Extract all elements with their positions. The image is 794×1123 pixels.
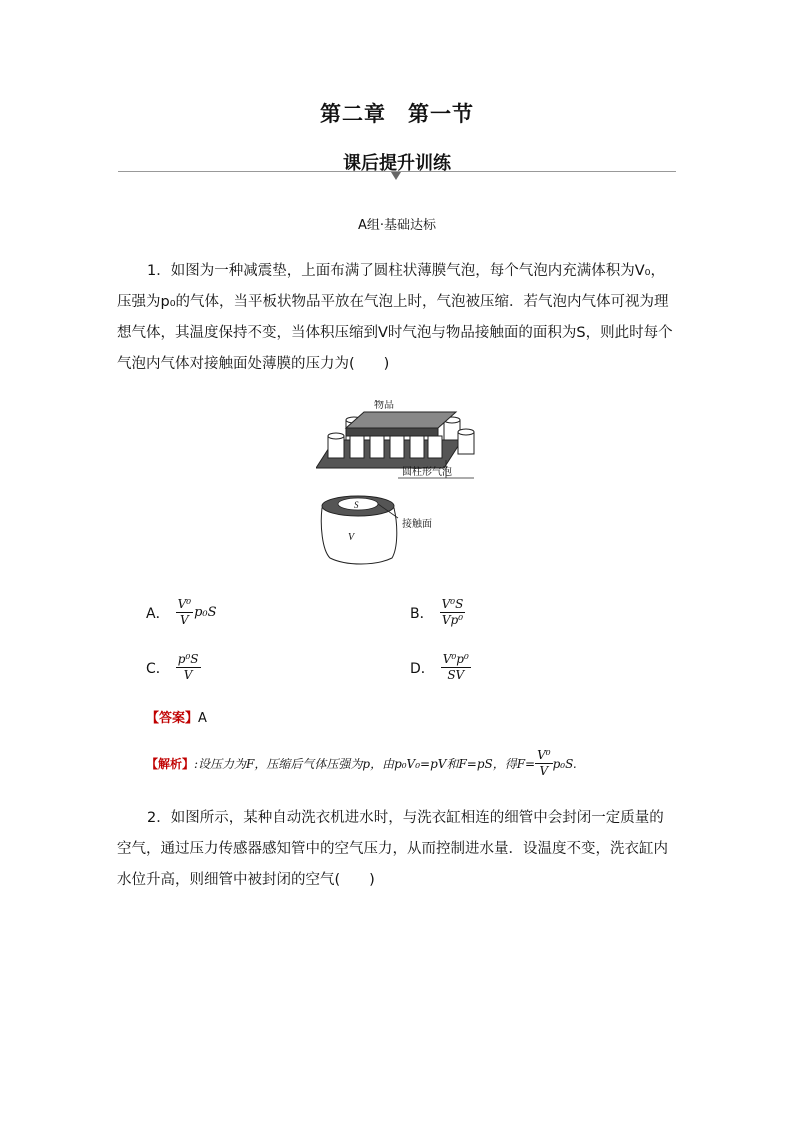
section-subtitle: 课后提升训练 — [343, 153, 451, 174]
question-2 — [117, 803, 677, 896]
chapter-title: 第二章 第一节 — [320, 101, 474, 126]
answer-line — [146, 707, 207, 726]
option-c-label: C． — [146, 660, 170, 677]
analysis-tag: 【解析】 — [146, 757, 195, 771]
option-d[interactable] — [410, 652, 471, 683]
option-a-label: A． — [146, 605, 170, 622]
option-d-fraction: $\frac{\text{V⁰p⁰}}{SV}$ — [442, 652, 469, 682]
question-1 — [117, 256, 677, 380]
answer-tag: 【答案】 — [146, 711, 199, 726]
analysis-tail: p₀S. — [552, 756, 577, 771]
option-a-tail: p₀S — [194, 605, 217, 620]
option-a[interactable] — [146, 597, 217, 628]
option-a-fraction: $\frac{\text{V⁰}}{V}$ — [177, 597, 192, 627]
question-2-text: 如图所示，某种自动洗衣机进水时，与洗衣缸相连的细管中会封闭一定质量的空气，通过压力传感器感知管中的空气压力，从而控制进水量．设温度不变，洗衣缸内水位升高，则细管中被封闭的空气( ) — [117, 810, 668, 888]
object-plate-side — [346, 428, 438, 436]
label-object: 物品 — [374, 400, 394, 411]
label-surface: 接触面 — [402, 519, 432, 530]
question-1-text: 如图为一种减震垫，上面布满了圆柱状薄膜气泡，每个气泡内充满体积为V₀，压强为p₀的气体，当平板状物品平放在气泡上时，气泡被压缩．若气泡内气体可视为理想气体，其温度保持不变，当体积压缩到V时气泡与物品接触面的面积为S，则此时每个气泡内气体对接触面处薄膜的压力为( ) — [117, 263, 673, 372]
option-b[interactable] — [410, 597, 465, 628]
analysis-line — [146, 748, 577, 779]
option-b-fraction: $\frac{\text{V⁰S}}{\text{Vp⁰}}$ — [441, 597, 464, 627]
option-d-label: D． — [410, 660, 435, 677]
question-2-number: 2． — [147, 810, 171, 826]
label-V: V — [348, 532, 355, 543]
question-1-number: 1． — [147, 263, 171, 279]
divider-marker-icon — [391, 172, 401, 180]
group-heading: A组·基础达标 — [357, 218, 437, 233]
label-bubble: 圆柱形气泡 — [402, 467, 452, 478]
label-S: S — [354, 500, 359, 510]
analysis-text: :设压力为F，压缩后气体压强为p，由p₀V₀=pV和F=pS，得F= — [194, 757, 536, 771]
option-b-label: B． — [410, 605, 434, 622]
option-c[interactable] — [146, 652, 201, 683]
answer-value: A — [198, 711, 207, 726]
analysis-fraction: $\frac{\text{V⁰}}{V}$ — [537, 748, 551, 778]
shock-pad-figure — [316, 400, 486, 570]
object-plate-top — [346, 412, 456, 428]
option-c-fraction: $\frac{\text{p⁰S}}{V}$ — [177, 652, 199, 682]
